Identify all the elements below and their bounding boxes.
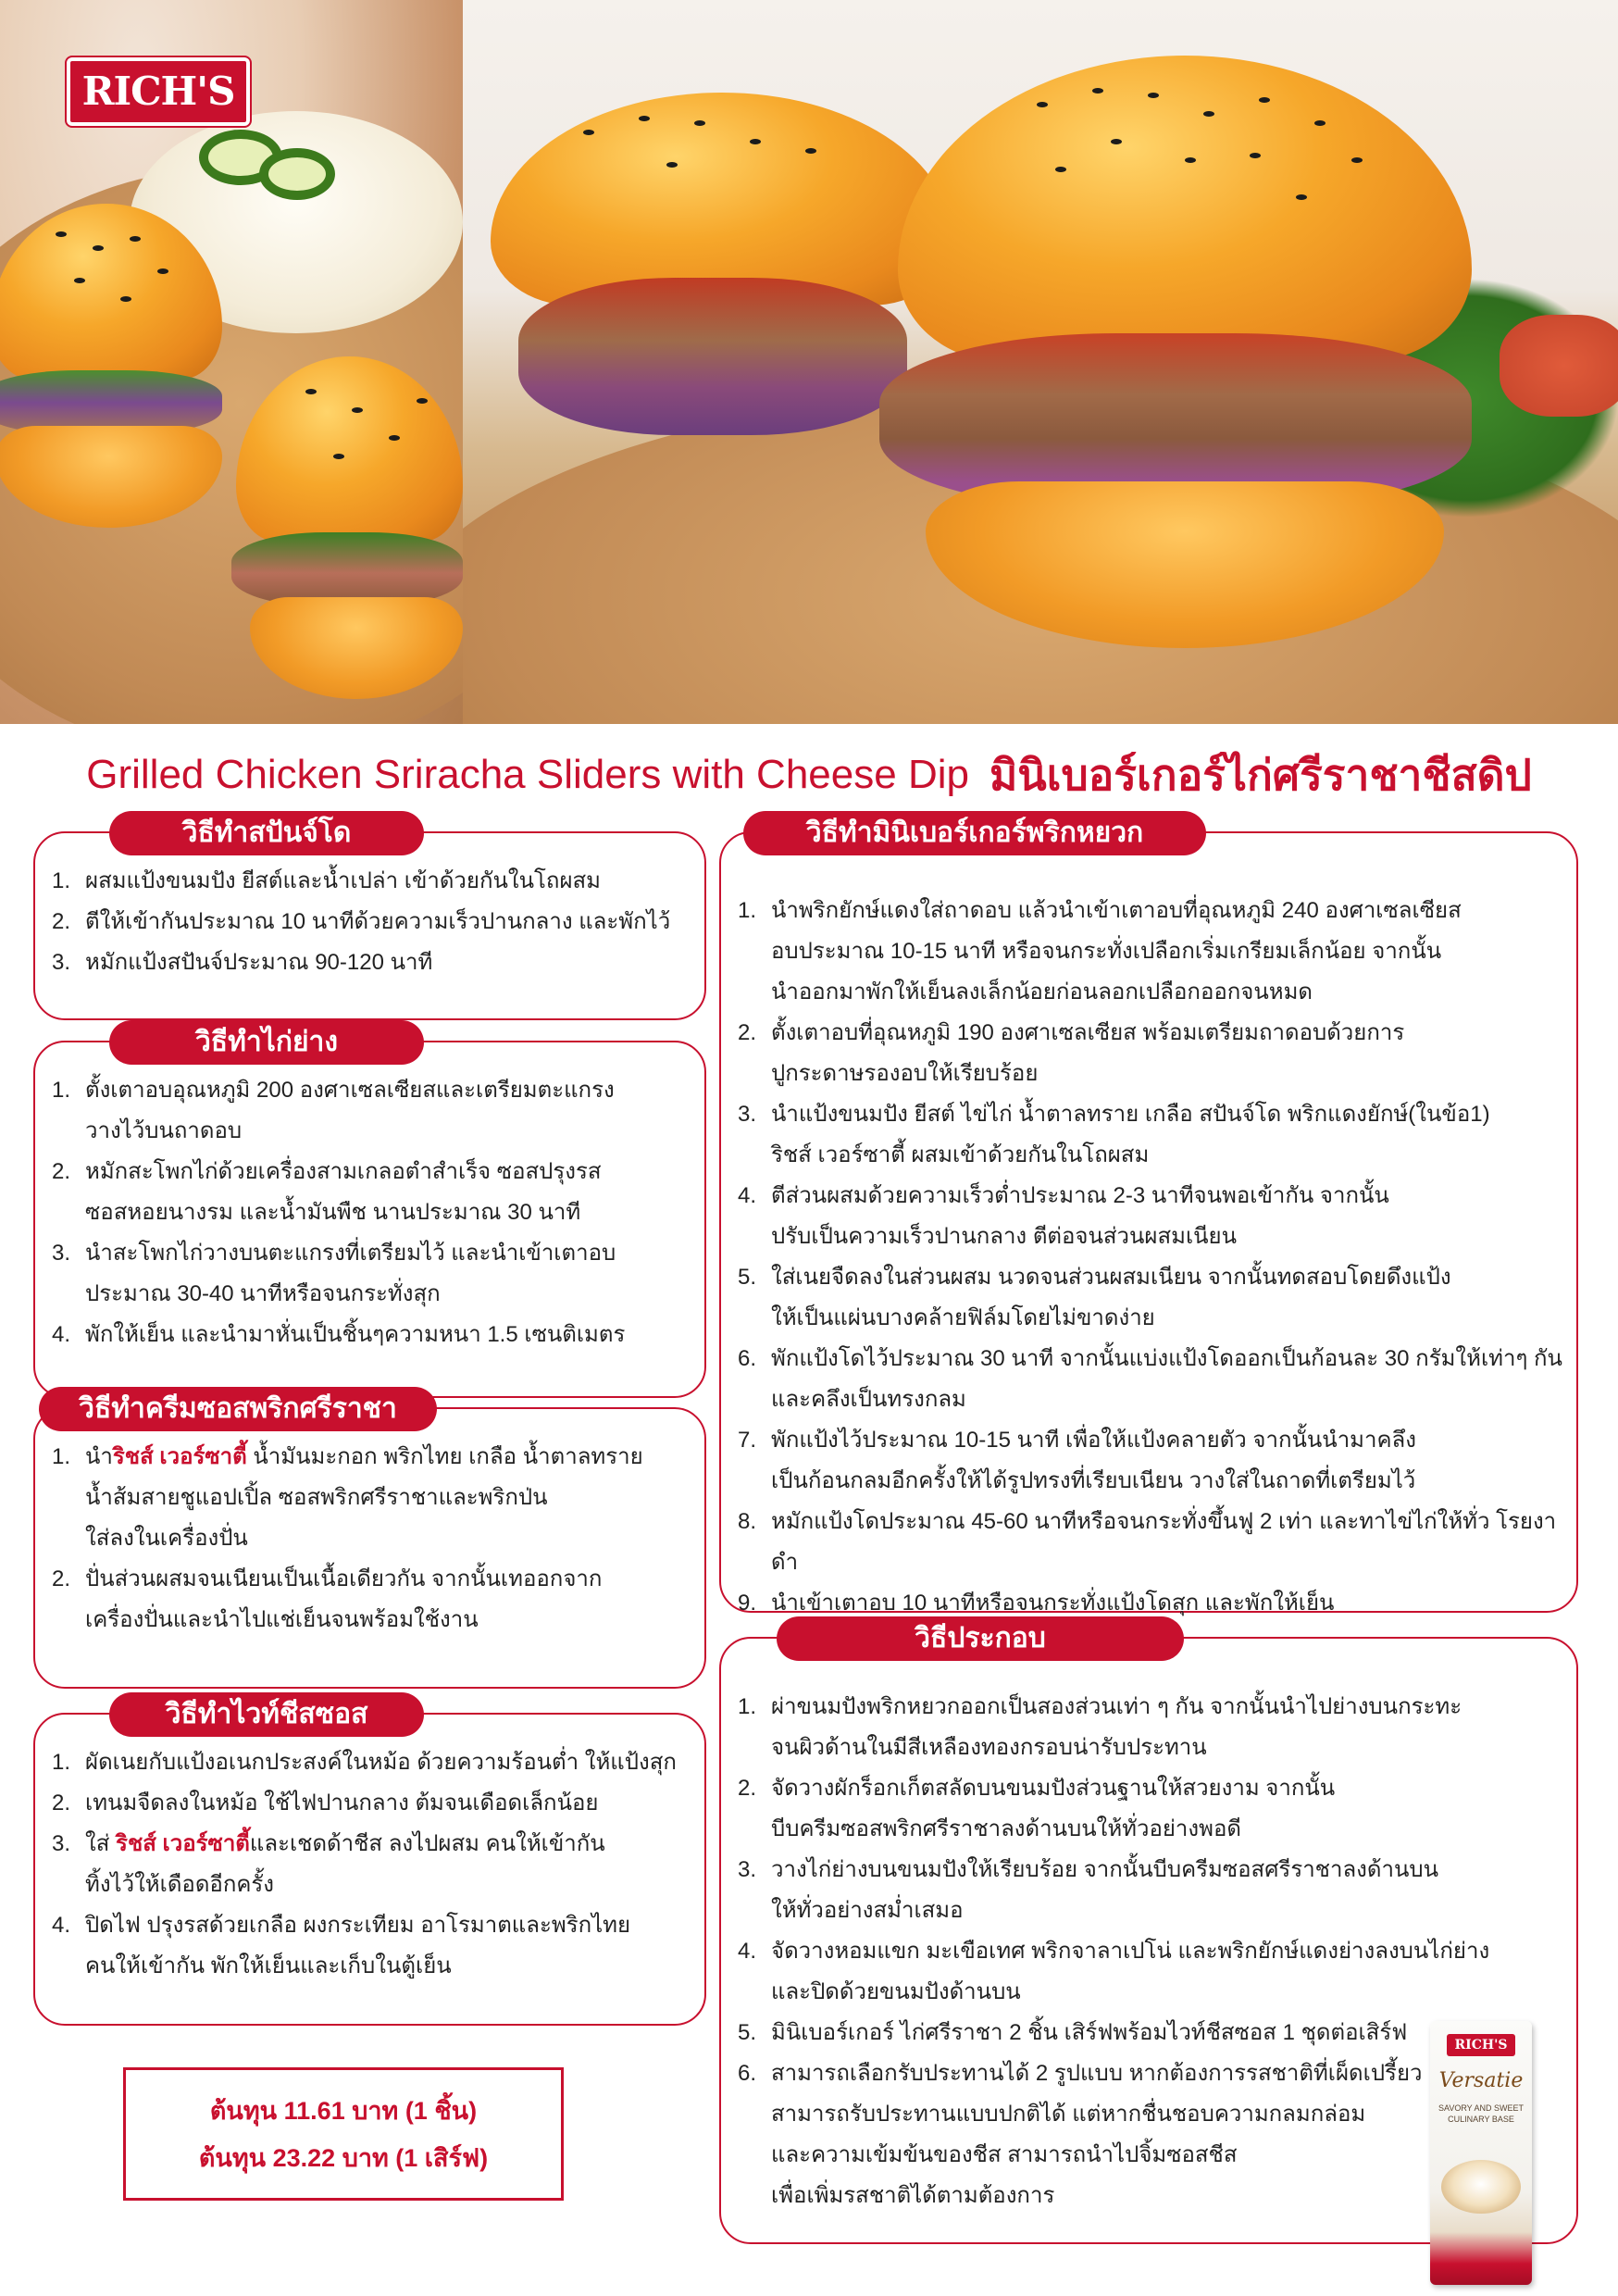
title-thai: มินิเบอร์เกอร์ไก่ศรีราชาชีสดิป: [989, 750, 1532, 799]
product-dish-image: [1441, 2160, 1521, 2214]
step-item: 6. สามารถเลือกรับประทานได้ 2 รูปแบบ หากต้องการรสชาติที่เผ็ดเปรี้ยว สามารถรับประทานแบบปกติได้ แต่หากชื่นชอบความกลมกล่อม และความเข้มข้นของชีส สามารถนำไปจิ้มซอสชีส เพื่อเพิ่มรสชาติได้ตามต้องการ: [738, 2061, 1423, 2208]
step-item: 5. มินิเบอร์เกอร์ ไก่ศรีราชา 2 ชิ้น เสิร์ฟพร้อมไวท์ชีสซอส 1 ชุดต่อเสิร์ฟ: [738, 2020, 1408, 2045]
step-item: 3. นำแป้งขนมปัง ยีสต์ ไข่ไก่ น้ำตาลทราย เกลือ สปันจ์โด พริกแดงยักษ์(ในข้อ1) ริชส์ เวอร์ซาตี้ ผสมเข้าด้วยกันในโถผสม: [738, 1102, 1490, 1167]
step-item: 3. หมักแป้งสปันจ์ประมาณ 90-120 นาที: [52, 950, 433, 975]
step-item: 4. พักให้เย็น และนำมาหั่นเป็นชิ้นๆความหนา 1.5 เซนติเมตร: [52, 1322, 626, 1347]
burger-bun-top: [491, 93, 953, 306]
cost-box: [123, 2067, 564, 2201]
step-item: 2. เทนมจืดลงในหม้อ ใช้ไฟปานกลาง ต้มจนเดือดเล็กน้อย: [52, 1791, 599, 1816]
step-item: 4. จัดวางหอมแขก มะเขือเทศ พริกจาลาเปโน่ และพริกยักษ์แดงย่างลงบนไก่ย่าง และปิดด้วยขนมปังด้านบน: [738, 1939, 1490, 2004]
card-grilled-chicken: [33, 1027, 706, 1398]
step-item: 1. ผสมแป้งขนมปัง ยีสต์และน้ำเปล่า เข้าด้วยกันในโถผสม: [52, 868, 601, 893]
step-item: 3. ใส่ ริชส์ เวอร์ซาตี้และเชดด้าชีส ลงไปผสม คนให้เข้ากัน ทิ้งไว้ให้เดือดอีกครั้ง: [52, 1831, 605, 1897]
tomato-slice: [1500, 315, 1618, 417]
step-item: 3. นำสะโพกไก่วางบนตะแกรงที่เตรียมไว้ และนำเข้าเตาอบ ประมาณ 30-40 นาทีหรือจนกระทั่งสุก: [52, 1241, 616, 1306]
cost-per-serving: ต้นทุน 23.22 บาท (1 เสิร์ฟ): [198, 2144, 489, 2172]
burger-bun-top: [898, 56, 1472, 361]
step-item: 8. หมักแป้งโดประมาณ 45-60 นาทีหรือจนกระทั่งขึ้นฟู 2 เท่า และทาไข่ไก่ให้ทั่ว โรยงาดำ: [738, 1509, 1557, 1575]
card-mini-burger-bun: [719, 817, 1578, 1616]
card-sponge-dough: [33, 817, 706, 1020]
step-item: 9. นำเข้าเตาอบ 10 นาทีหรือจนกระทั่งแป้งโดสุก และพักให้เย็น: [738, 1591, 1335, 1616]
step-item: 4. ตีส่วนผสมด้วยความเร็วต่ำประมาณ 2-3 นาทีจนพอเข้ากัน จากนั้น ปรับเป็นความเร็วปานกลาง ตีต่อจนส่วนผสมเนียน: [738, 1183, 1389, 1249]
riches-logo: RICH'S: [67, 57, 250, 126]
hero-photo-right: [463, 0, 1618, 724]
heading-assembly: วิธีประกอบ: [777, 1616, 1184, 1661]
step-item: 1. ผ่าขนมปังพริกหยวกออกเป็นสองส่วนเท่า ๆ กัน จากนั้นนำไปย่างบนกระทะ จนผิวด้านในมีสีเหลืองทองกรอบน่ารับประทาน: [738, 1694, 1462, 1760]
product-highlight: ริชส์ เวอร์ซาตี้: [112, 1444, 247, 1469]
card-white-cheese-sauce: [33, 1699, 706, 2026]
step-item: 2. ตั้งเตาอบที่อุณหภูมิ 190 องศาเซลเซียส พร้อมเตรียมถาดอบด้วยการ ปูกระดาษรองอบให้เรียบร้อย: [738, 1020, 1405, 1086]
product-highlight: ริชส์ เวอร์ซาตี้: [116, 1831, 250, 1856]
product-brand-logo: RICH'S: [1447, 2034, 1515, 2056]
heading-grilled-chicken: วิธีทำไก่ย่าง: [109, 1020, 424, 1065]
burger-filling: [518, 278, 907, 435]
heading-sponge-dough: วิธีทำสปันจ์โด: [109, 811, 424, 855]
step-item: 2. หมักสะโพกไก่ด้วยเครื่องสามเกลอตำสำเร็จ ซอสปรุงรส ซอสหอยนางรม และน้ำมันพืช นานประมาณ 30 นาที: [52, 1159, 602, 1225]
steps-sriracha-sauce: [52, 1437, 691, 1641]
step-item: 1. ผัดเนยกับแป้งอเนกประสงค์ในหม้อ ด้วยความร้อนต่ำ ให้แป้งสุก: [52, 1750, 677, 1775]
step-item: 5. ใส่เนยจืดลงในส่วนผสม นวดจนส่วนผสมเนียน จากนั้นทดสอบโดยดึงแป้ง ให้เป็นแผ่นบางคล้ายฟิล์มโดยไม่ขาดง่าย: [738, 1265, 1451, 1330]
heading-mini-burger-bun: วิธีทำมินิเบอร์เกอร์พริกหยวก: [743, 811, 1206, 855]
step-item: 2. จัดวางผักร็อกเก็ตสลัดบนขนมปังส่วนฐานให้สวยงาม จากนั้น บีบครีมซอสพริกศรีราชาลงด้านบนให้ทั่วอย่างพอดี: [738, 1776, 1336, 1841]
product-subtitle: SAVORY AND SWEET CULINARY BASE: [1438, 2103, 1525, 2124]
step-item: 2. ปั่นส่วนผสมจนเนียนเป็นเนื้อเดียวกัน จากนั้นเทออกจาก เครื่องปั่นและนำไปแช่เย็นจนพร้อมใช้งาน: [52, 1566, 603, 1632]
steps-mini-burger-bun: [738, 891, 1571, 1624]
cost-per-piece: ต้นทุน 11.61 บาท (1 ชิ้น): [209, 2097, 478, 2125]
title-english: Grilled Chicken Sriracha Sliders with Cheese Dip: [86, 752, 969, 797]
step-item: 3. วางไก่ย่างบนขนมปังให้เรียบร้อย จากนั้นบีบครีมซอสศรีราชาลงด้านบน ให้ทั่วอย่างสม่ำเสมอ: [738, 1857, 1438, 1923]
product-name: Versatie: [1438, 2069, 1524, 2092]
step-item: 4. ปิดไฟ ปรุงรสด้วยเกลือ ผงกระเทียม อาโรมาตและพริกไทย คนให้เข้ากัน พักให้เย็นและเก็บในตู้เย็น: [52, 1913, 631, 1978]
versatie-product-carton: [1430, 2021, 1532, 2285]
jalapeno-slice: [259, 148, 335, 200]
step-item: 1. นำริชส์ เวอร์ซาตี้ น้ำมันมะกอก พริกไทย เกลือ น้ำตาลทราย น้ำส้มสายชูแอปเปิ้ล ซอสพริกศรีราชาและพริกป่น ใส่ลงในเครื่องปั่น: [52, 1444, 643, 1551]
hero-photo-left: [0, 0, 463, 724]
heading-sriracha-sauce: วิธีทำครีมซอสพริกศรีราชา: [39, 1387, 437, 1431]
step-item: 1. นำพริกยักษ์แดงใส่ถาดอบ แล้วนำเข้าเตาอบที่อุณหภูมิ 240 องศาเซลเซียส อบประมาณ 10-15 นาที หรือจนกระทั่งเปลือกเริ่มเกรียมเล็กน้อย จากนั้น นำออกมาพักให้เย็นลงเล็กน้อยก่อนลอกเปลือกออกจนหมด: [738, 898, 1462, 1004]
step-item: 1. ตั้งเตาอบอุณหภูมิ 200 องศาเซลเซียสและเตรียมตะแกรง วางไว้บนถาดอบ: [52, 1078, 615, 1143]
step-item: 7. พักแป้งไว้ประมาณ 10-15 นาที เพื่อให้แป้งคลายตัว จากนั้นนำมาคลึง เป็นก้อนกลมอีกครั้งให้ได้รูปทรงที่เรียบเนียน วางใส่ในถาดที่เตรียมไว้: [738, 1428, 1416, 1493]
steps-sponge-dough: [52, 861, 691, 983]
slider-filling: [231, 532, 463, 606]
card-sriracha-sauce: [33, 1393, 706, 1689]
step-item: 2. ตีให้เข้ากันประมาณ 10 นาทีด้วยความเร็วปานกลาง และพักไว้: [52, 909, 671, 934]
steps-white-cheese-sauce: [52, 1742, 691, 1987]
heading-white-cheese-sauce: วิธีทำไวท์ชีสซอส: [109, 1692, 424, 1737]
steps-grilled-chicken: [52, 1070, 691, 1355]
step-item: 6. พักแป้งโดไว้ประมาณ 30 นาที จากนั้นแบ่งแป้งโดออกเป็นก้อนละ 30 กรัมให้เท่าๆ กัน และคลึงเป็นทรงกลม: [738, 1346, 1562, 1412]
